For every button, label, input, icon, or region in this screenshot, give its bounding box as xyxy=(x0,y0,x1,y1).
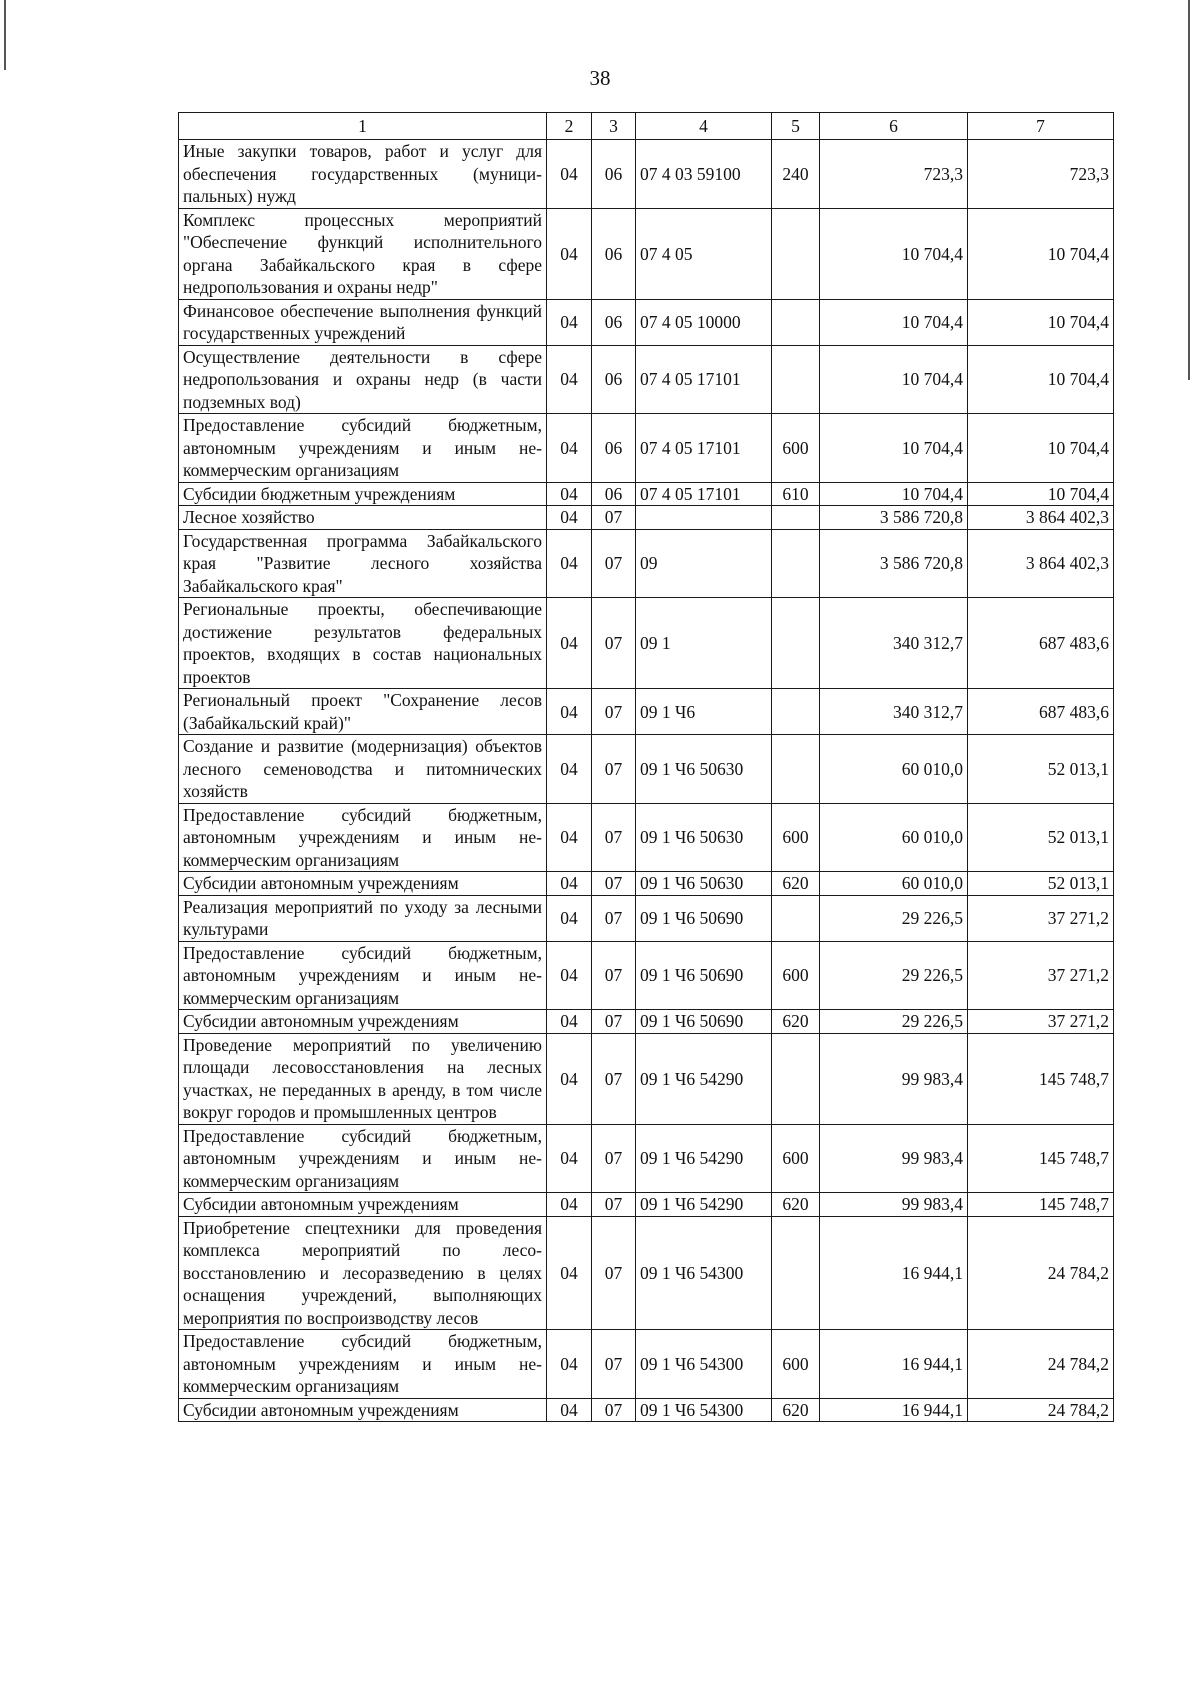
cell-amount-year-1: 16 944,1 xyxy=(820,1398,968,1422)
cell-section: 04 xyxy=(547,345,592,414)
table-row xyxy=(179,895,1114,941)
cell-amount-year-1: 10 704,4 xyxy=(820,208,968,299)
cell-section: 04 xyxy=(547,941,592,1010)
table-body xyxy=(179,140,1114,1422)
column-header: 3 xyxy=(592,113,636,140)
cell-target-article: 07 4 05 17101 xyxy=(636,414,772,483)
cell-expense-type: 600 xyxy=(772,803,820,872)
cell-name: Региональный проект "Сохранение лесов (Забайкальский край)" xyxy=(179,689,547,735)
cell-amount-year-2: 24 784,2 xyxy=(968,1216,1114,1330)
cell-expense-type: 600 xyxy=(772,941,820,1010)
cell-target-article: 09 1 Ч6 54300 xyxy=(636,1216,772,1330)
cell-section: 04 xyxy=(547,1010,592,1034)
cell-name: Субсидии автономным учреждениям xyxy=(179,1398,547,1422)
cell-subsection: 07 xyxy=(592,598,636,689)
cell-amount-year-2: 10 704,4 xyxy=(968,299,1114,345)
cell-subsection: 06 xyxy=(592,414,636,483)
cell-name: Предоставление субсидий бюджетным, автономным учреждениям и иным некоммерческим организациям xyxy=(179,941,547,1010)
cell-section: 04 xyxy=(547,208,592,299)
cell-name: Государственная программа Забайкальского края "Развитие лесного хозяйства Забайкальского края" xyxy=(179,529,547,598)
cell-amount-year-1: 29 226,5 xyxy=(820,1010,968,1034)
cell-expense-type xyxy=(772,345,820,414)
cell-amount-year-1: 29 226,5 xyxy=(820,941,968,1010)
cell-amount-year-1: 3 586 720,8 xyxy=(820,529,968,598)
cell-expense-type xyxy=(772,1216,820,1330)
cell-target-article: 07 4 05 xyxy=(636,208,772,299)
cell-name: Лесное хозяйство xyxy=(179,506,547,530)
cell-amount-year-2: 3 864 402,3 xyxy=(968,529,1114,598)
cell-amount-year-1: 99 983,4 xyxy=(820,1124,968,1193)
table-row xyxy=(179,1124,1114,1193)
cell-section: 04 xyxy=(547,506,592,530)
cell-target-article: 09 1 xyxy=(636,598,772,689)
cell-amount-year-2: 37 271,2 xyxy=(968,1010,1114,1034)
cell-amount-year-2: 10 704,4 xyxy=(968,414,1114,483)
cell-name: Предоставление субсидий бюджетным, автономным учреждениям и иным некоммерческим организациям xyxy=(179,1330,547,1399)
cell-expense-type: 240 xyxy=(772,140,820,209)
cell-section: 04 xyxy=(547,1216,592,1330)
cell-amount-year-1: 10 704,4 xyxy=(820,345,968,414)
cell-subsection: 07 xyxy=(592,1330,636,1399)
cell-subsection: 07 xyxy=(592,1033,636,1124)
cell-subsection: 07 xyxy=(592,803,636,872)
cell-expense-type: 610 xyxy=(772,482,820,506)
cell-target-article: 09 1 Ч6 50630 xyxy=(636,735,772,804)
cell-amount-year-1: 10 704,4 xyxy=(820,482,968,506)
cell-section: 04 xyxy=(547,1398,592,1422)
cell-expense-type: 620 xyxy=(772,1193,820,1217)
cell-amount-year-2: 3 864 402,3 xyxy=(968,506,1114,530)
cell-target-article: 09 1 Ч6 54300 xyxy=(636,1398,772,1422)
cell-section: 04 xyxy=(547,1124,592,1193)
cell-target-article: 07 4 05 10000 xyxy=(636,299,772,345)
cell-amount-year-2: 145 748,7 xyxy=(968,1033,1114,1124)
cell-name: Создание и развитие (модернизация) объектов лесного семеноводства и питомнических хозяйств xyxy=(179,735,547,804)
table-row xyxy=(179,482,1114,506)
cell-amount-year-1: 10 704,4 xyxy=(820,414,968,483)
cell-subsection: 07 xyxy=(592,1193,636,1217)
cell-target-article: 09 1 Ч6 50690 xyxy=(636,941,772,1010)
table-row xyxy=(179,345,1114,414)
table-header-row xyxy=(179,113,1114,140)
scan-edge-line xyxy=(4,0,6,70)
cell-subsection: 07 xyxy=(592,529,636,598)
cell-expense-type xyxy=(772,506,820,530)
cell-section: 04 xyxy=(547,482,592,506)
cell-expense-type xyxy=(772,895,820,941)
cell-amount-year-1: 340 312,7 xyxy=(820,598,968,689)
cell-expense-type: 600 xyxy=(772,1124,820,1193)
cell-section: 04 xyxy=(547,529,592,598)
cell-name: Региональные проекты, обеспечивающие достижение результатов федеральных проектов, входящих в состав национальных проектов xyxy=(179,598,547,689)
cell-subsection: 07 xyxy=(592,1398,636,1422)
table-row xyxy=(179,1216,1114,1330)
cell-amount-year-1: 60 010,0 xyxy=(820,803,968,872)
cell-name: Субсидии автономным учреждениям xyxy=(179,1193,547,1217)
cell-name: Предоставление субсидий бюджетным, автономным учреждениям и иным некоммерческим организациям xyxy=(179,414,547,483)
cell-subsection: 07 xyxy=(592,1216,636,1330)
cell-amount-year-2: 145 748,7 xyxy=(968,1124,1114,1193)
cell-amount-year-2: 10 704,4 xyxy=(968,208,1114,299)
cell-amount-year-1: 29 226,5 xyxy=(820,895,968,941)
table-row xyxy=(179,941,1114,1010)
cell-subsection: 07 xyxy=(592,506,636,530)
cell-amount-year-1: 60 010,0 xyxy=(820,872,968,896)
cell-section: 04 xyxy=(547,803,592,872)
table-row xyxy=(179,529,1114,598)
table-row xyxy=(179,598,1114,689)
cell-target-article: 09 1 Ч6 50690 xyxy=(636,895,772,941)
cell-amount-year-1: 340 312,7 xyxy=(820,689,968,735)
cell-amount-year-2: 52 013,1 xyxy=(968,803,1114,872)
cell-expense-type: 600 xyxy=(772,1330,820,1399)
cell-amount-year-2: 10 704,4 xyxy=(968,345,1114,414)
cell-subsection: 07 xyxy=(592,941,636,1010)
cell-target-article: 09 1 Ч6 54290 xyxy=(636,1033,772,1124)
cell-subsection: 06 xyxy=(592,482,636,506)
cell-amount-year-1: 723,3 xyxy=(820,140,968,209)
cell-target-article: 09 1 Ч6 xyxy=(636,689,772,735)
cell-expense-type xyxy=(772,529,820,598)
table-row xyxy=(179,872,1114,896)
column-header: 6 xyxy=(820,113,968,140)
cell-amount-year-2: 24 784,2 xyxy=(968,1398,1114,1422)
table-row xyxy=(179,803,1114,872)
budget-table xyxy=(178,112,1114,1422)
table-row xyxy=(179,414,1114,483)
cell-name: Субсидии автономным учреждениям xyxy=(179,1010,547,1034)
cell-target-article: 09 1 Ч6 50630 xyxy=(636,872,772,896)
cell-subsection: 06 xyxy=(592,299,636,345)
cell-subsection: 06 xyxy=(592,208,636,299)
cell-name: Комплекс процессных мероприятий "Обеспечение функций исполнительного органа Забайкальского края в сфере недропользования и охраны недр" xyxy=(179,208,547,299)
cell-target-article: 09 1 Ч6 54300 xyxy=(636,1330,772,1399)
cell-section: 04 xyxy=(547,140,592,209)
cell-amount-year-2: 145 748,7 xyxy=(968,1193,1114,1217)
page-number: 38 xyxy=(589,66,611,90)
table-row xyxy=(179,299,1114,345)
cell-expense-type xyxy=(772,299,820,345)
cell-subsection: 07 xyxy=(592,1124,636,1193)
cell-name: Реализация мероприятий по уходу за лесными культурами xyxy=(179,895,547,941)
cell-name: Субсидии бюджетным учреждениям xyxy=(179,482,547,506)
cell-name: Финансовое обеспечение выполнения функций государственных учреждений xyxy=(179,299,547,345)
cell-name: Иные закупки товаров, работ и услуг для обеспечения государственных (муниципальных) нужд xyxy=(179,140,547,209)
cell-target-article: 09 1 Ч6 54290 xyxy=(636,1124,772,1193)
table-row xyxy=(179,1193,1114,1217)
column-header: 2 xyxy=(547,113,592,140)
cell-section: 04 xyxy=(547,895,592,941)
cell-section: 04 xyxy=(547,689,592,735)
cell-expense-type: 620 xyxy=(772,1398,820,1422)
cell-expense-type: 620 xyxy=(772,872,820,896)
table-row xyxy=(179,1330,1114,1399)
cell-expense-type: 600 xyxy=(772,414,820,483)
cell-amount-year-2: 723,3 xyxy=(968,140,1114,209)
cell-amount-year-1: 99 983,4 xyxy=(820,1193,968,1217)
cell-name: Осуществление деятельности в сфере недропользования и охраны недр (в части подземных вод) xyxy=(179,345,547,414)
table-row xyxy=(179,1010,1114,1034)
cell-subsection: 07 xyxy=(592,735,636,804)
cell-amount-year-2: 37 271,2 xyxy=(968,895,1114,941)
cell-target-article xyxy=(636,506,772,530)
cell-name: Субсидии автономным учреждениям xyxy=(179,872,547,896)
cell-target-article: 07 4 05 17101 xyxy=(636,482,772,506)
cell-amount-year-2: 37 271,2 xyxy=(968,941,1114,1010)
cell-amount-year-2: 687 483,6 xyxy=(968,689,1114,735)
cell-section: 04 xyxy=(547,598,592,689)
table-row xyxy=(179,1398,1114,1422)
cell-amount-year-1: 10 704,4 xyxy=(820,299,968,345)
table-row xyxy=(179,506,1114,530)
cell-name: Проведение мероприятий по увеличению площади лесовосстановления на лесных участках, не переданных в аренду, в том числе вокруг городов и промышленных центров xyxy=(179,1033,547,1124)
column-header: 7 xyxy=(968,113,1114,140)
cell-amount-year-1: 60 010,0 xyxy=(820,735,968,804)
cell-amount-year-2: 52 013,1 xyxy=(968,872,1114,896)
cell-expense-type xyxy=(772,1033,820,1124)
scan-edge-line xyxy=(1188,0,1190,380)
cell-section: 04 xyxy=(547,872,592,896)
cell-section: 04 xyxy=(547,1330,592,1399)
table-row xyxy=(179,208,1114,299)
cell-target-article: 07 4 03 59100 xyxy=(636,140,772,209)
cell-amount-year-2: 24 784,2 xyxy=(968,1330,1114,1399)
column-header: 4 xyxy=(636,113,772,140)
cell-subsection: 07 xyxy=(592,872,636,896)
table-row xyxy=(179,140,1114,209)
cell-expense-type xyxy=(772,208,820,299)
table-row xyxy=(179,1033,1114,1124)
cell-name: Предоставление субсидий бюджетным, автономным учреждениям и иным некоммерческим организациям xyxy=(179,803,547,872)
cell-section: 04 xyxy=(547,735,592,804)
table-row xyxy=(179,735,1114,804)
cell-section: 04 xyxy=(547,1033,592,1124)
cell-expense-type xyxy=(772,735,820,804)
cell-section: 04 xyxy=(547,299,592,345)
cell-amount-year-1: 3 586 720,8 xyxy=(820,506,968,530)
cell-subsection: 07 xyxy=(592,895,636,941)
column-header: 5 xyxy=(772,113,820,140)
cell-subsection: 06 xyxy=(592,140,636,209)
cell-subsection: 07 xyxy=(592,689,636,735)
cell-subsection: 06 xyxy=(592,345,636,414)
cell-target-article: 09 1 Ч6 54290 xyxy=(636,1193,772,1217)
cell-target-article: 09 xyxy=(636,529,772,598)
cell-expense-type xyxy=(772,598,820,689)
cell-amount-year-2: 687 483,6 xyxy=(968,598,1114,689)
cell-target-article: 09 1 Ч6 50690 xyxy=(636,1010,772,1034)
cell-section: 04 xyxy=(547,414,592,483)
cell-amount-year-2: 52 013,1 xyxy=(968,735,1114,804)
cell-target-article: 07 4 05 17101 xyxy=(636,345,772,414)
cell-amount-year-1: 99 983,4 xyxy=(820,1033,968,1124)
cell-amount-year-1: 16 944,1 xyxy=(820,1216,968,1330)
cell-name: Предоставление субсидий бюджетным, автономным учреждениям и иным некоммерческим организациям xyxy=(179,1124,547,1193)
cell-expense-type: 620 xyxy=(772,1010,820,1034)
cell-amount-year-2: 10 704,4 xyxy=(968,482,1114,506)
cell-name: Приобретение спецтехники для проведения комплекса мероприятий по лесовосстановлению и лесоразведению в целях оснащения учреждений, выполняющих мероприятия по воспроизводству лесов xyxy=(179,1216,547,1330)
cell-section: 04 xyxy=(547,1193,592,1217)
column-header: 1 xyxy=(179,113,547,140)
table-row xyxy=(179,689,1114,735)
cell-amount-year-1: 16 944,1 xyxy=(820,1330,968,1399)
cell-target-article: 09 1 Ч6 50630 xyxy=(636,803,772,872)
cell-expense-type xyxy=(772,689,820,735)
cell-subsection: 07 xyxy=(592,1010,636,1034)
